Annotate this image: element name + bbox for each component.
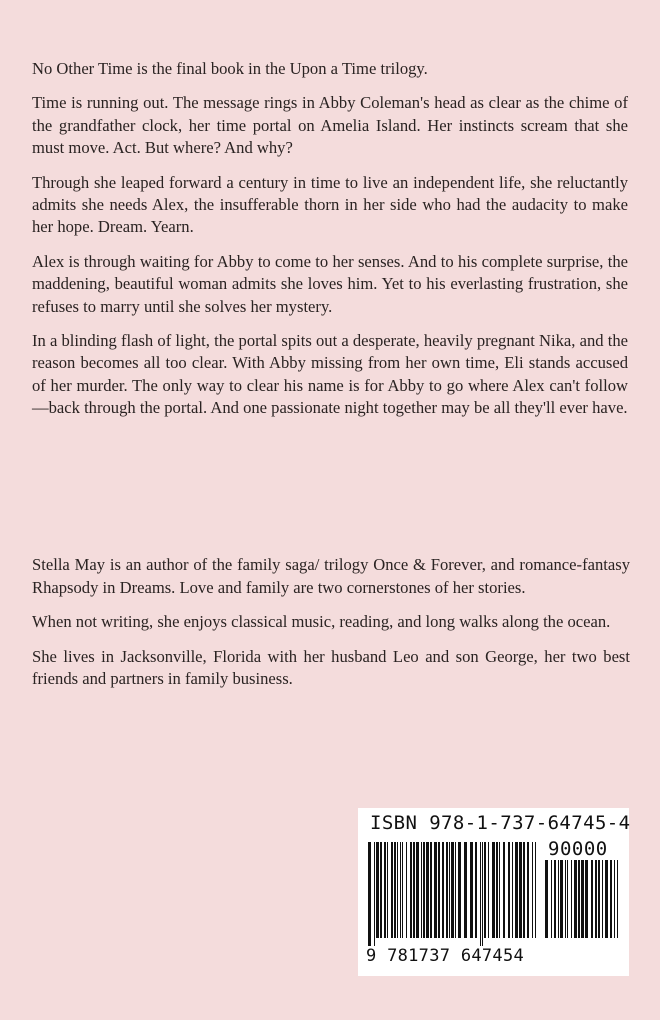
- barcode-bar: [410, 842, 412, 938]
- blurb-paragraph-4: Alex is through waiting for Abby to come to her senses. And to his complete surprise, the maddening, beautiful woman admits she loves him. Yet to his everlasting frustration, she refuses to marry until she solves her mystery.: [32, 251, 628, 316]
- barcode-bar: [565, 860, 566, 938]
- barcode-bar: [581, 860, 584, 938]
- barcode-bar: [368, 842, 371, 946]
- barcode-bar: [374, 842, 375, 946]
- barcode-bar: [470, 842, 473, 938]
- barcode-main-bars: [368, 842, 540, 946]
- barcode-bar: [426, 842, 429, 938]
- barcode-bar: [464, 842, 467, 938]
- barcode-bar: [578, 860, 580, 938]
- barcode-bar: [402, 842, 403, 938]
- barcode-bar: [503, 842, 505, 938]
- barcode-bar: [376, 842, 379, 938]
- barcode-bar: [567, 860, 568, 938]
- barcode-bar: [455, 842, 456, 938]
- barcode-bar: [397, 842, 398, 938]
- barcode-bar: [496, 842, 498, 938]
- barcode-bar: [595, 860, 597, 938]
- barcode-bar: [617, 860, 618, 938]
- bio-paragraph-2: When not writing, she enjoys classical music, reading, and long walks along the ocean.: [32, 612, 611, 632]
- barcode-bar: [535, 842, 536, 938]
- barcode-bar: [499, 842, 500, 938]
- barcode-bar: [532, 842, 533, 938]
- barcode-bar: [519, 842, 522, 938]
- barcode-bar: [387, 842, 388, 938]
- barcode-bar: [400, 842, 401, 938]
- barcode-bar: [614, 860, 615, 938]
- barcode-bar: [574, 860, 577, 938]
- blurb-paragraph-3: Through she leaped forward a century in time to live an independent life, she reluctantly admits she needs Alex, the insufferable thorn in her side who had the audacity to make her hope. Dream. Yearn.: [32, 172, 628, 237]
- barcode-bar: [380, 842, 382, 938]
- barcode-addon-number: 90000: [548, 838, 608, 860]
- author-bio: [32, 554, 630, 703]
- barcode-bar: [406, 842, 407, 938]
- barcode-bar: [551, 860, 552, 938]
- barcode-bar: [451, 842, 454, 938]
- barcode-bar: [434, 842, 437, 938]
- barcode-bar: [488, 842, 489, 938]
- barcode-bar: [508, 842, 510, 938]
- barcode-bar: [394, 842, 396, 938]
- barcode-bar: [560, 860, 563, 938]
- barcode-bar: [512, 842, 513, 938]
- barcode-bar: [421, 842, 422, 938]
- barcode-bar: [515, 842, 518, 938]
- barcode-bar: [423, 842, 425, 938]
- back-cover-blurb: [32, 58, 628, 432]
- barcode-bar: [605, 860, 608, 938]
- barcode-bar: [554, 860, 556, 938]
- barcode-bar: [598, 860, 600, 938]
- barcode-addon-bars: [545, 860, 621, 946]
- isbn-barcode: [358, 808, 629, 976]
- blurb-paragraph-1: No Other Time is the final book in the Upon a Time trilogy.: [32, 59, 428, 78]
- blurb-paragraph-2: Time is running out. The message rings in Abby Coleman's head as clear as the chime of the grandfather clock, her time portal on Amelia Island. Her instincts scream that she must move. Act. But where? And why?: [32, 93, 628, 158]
- barcode-bar: [482, 842, 483, 946]
- barcode-bar: [458, 842, 461, 938]
- barcode-digits: 9 781737 647454: [366, 946, 525, 966]
- barcode-bar: [492, 842, 495, 938]
- barcode-bar: [413, 842, 415, 938]
- barcode-bar: [523, 842, 525, 938]
- barcode-bar: [391, 842, 393, 938]
- barcode-bar: [602, 860, 603, 938]
- barcode-bar: [527, 842, 529, 938]
- bio-paragraph-3: She lives in Jacksonville, Florida with her husband Leo and son George, her two best friends and partners in family business.: [32, 646, 630, 689]
- barcode-bar: [430, 842, 432, 938]
- barcode-bar: [442, 842, 444, 938]
- blurb-paragraph-5: In a blinding flash of light, the portal spits out a desperate, heavily pregnant Nika, and the reason becomes all too clear. With Abby missing from her own time, Eli stands accused of her murder. The only way to clear his name is for Abby to go where Alex can't follow—back through the portal. And one passionate night together may be all they'll ever have.: [32, 331, 628, 418]
- bio-paragraph-1: Stella May is an author of the family saga/ trilogy Once & Forever, and romance-fantasy Rhapsody in Dreams. Love and family are two cornerstones of her stories.: [32, 555, 630, 597]
- barcode-bar: [585, 860, 588, 938]
- barcode-bar: [475, 842, 477, 938]
- barcode-bar: [416, 842, 419, 938]
- barcode-bar: [610, 860, 612, 938]
- barcode-bar: [484, 842, 486, 938]
- barcode-bar: [545, 860, 548, 938]
- barcode-bar: [446, 842, 448, 938]
- barcode-bar: [480, 842, 481, 946]
- barcode-bar: [449, 842, 450, 938]
- barcode-bar: [571, 860, 572, 938]
- barcode-bar: [591, 860, 593, 938]
- barcode-bar: [438, 842, 440, 938]
- isbn-label: ISBN 978-1-737-64745-4: [370, 812, 631, 834]
- barcode-bar: [384, 842, 386, 938]
- barcode-bar: [558, 860, 559, 938]
